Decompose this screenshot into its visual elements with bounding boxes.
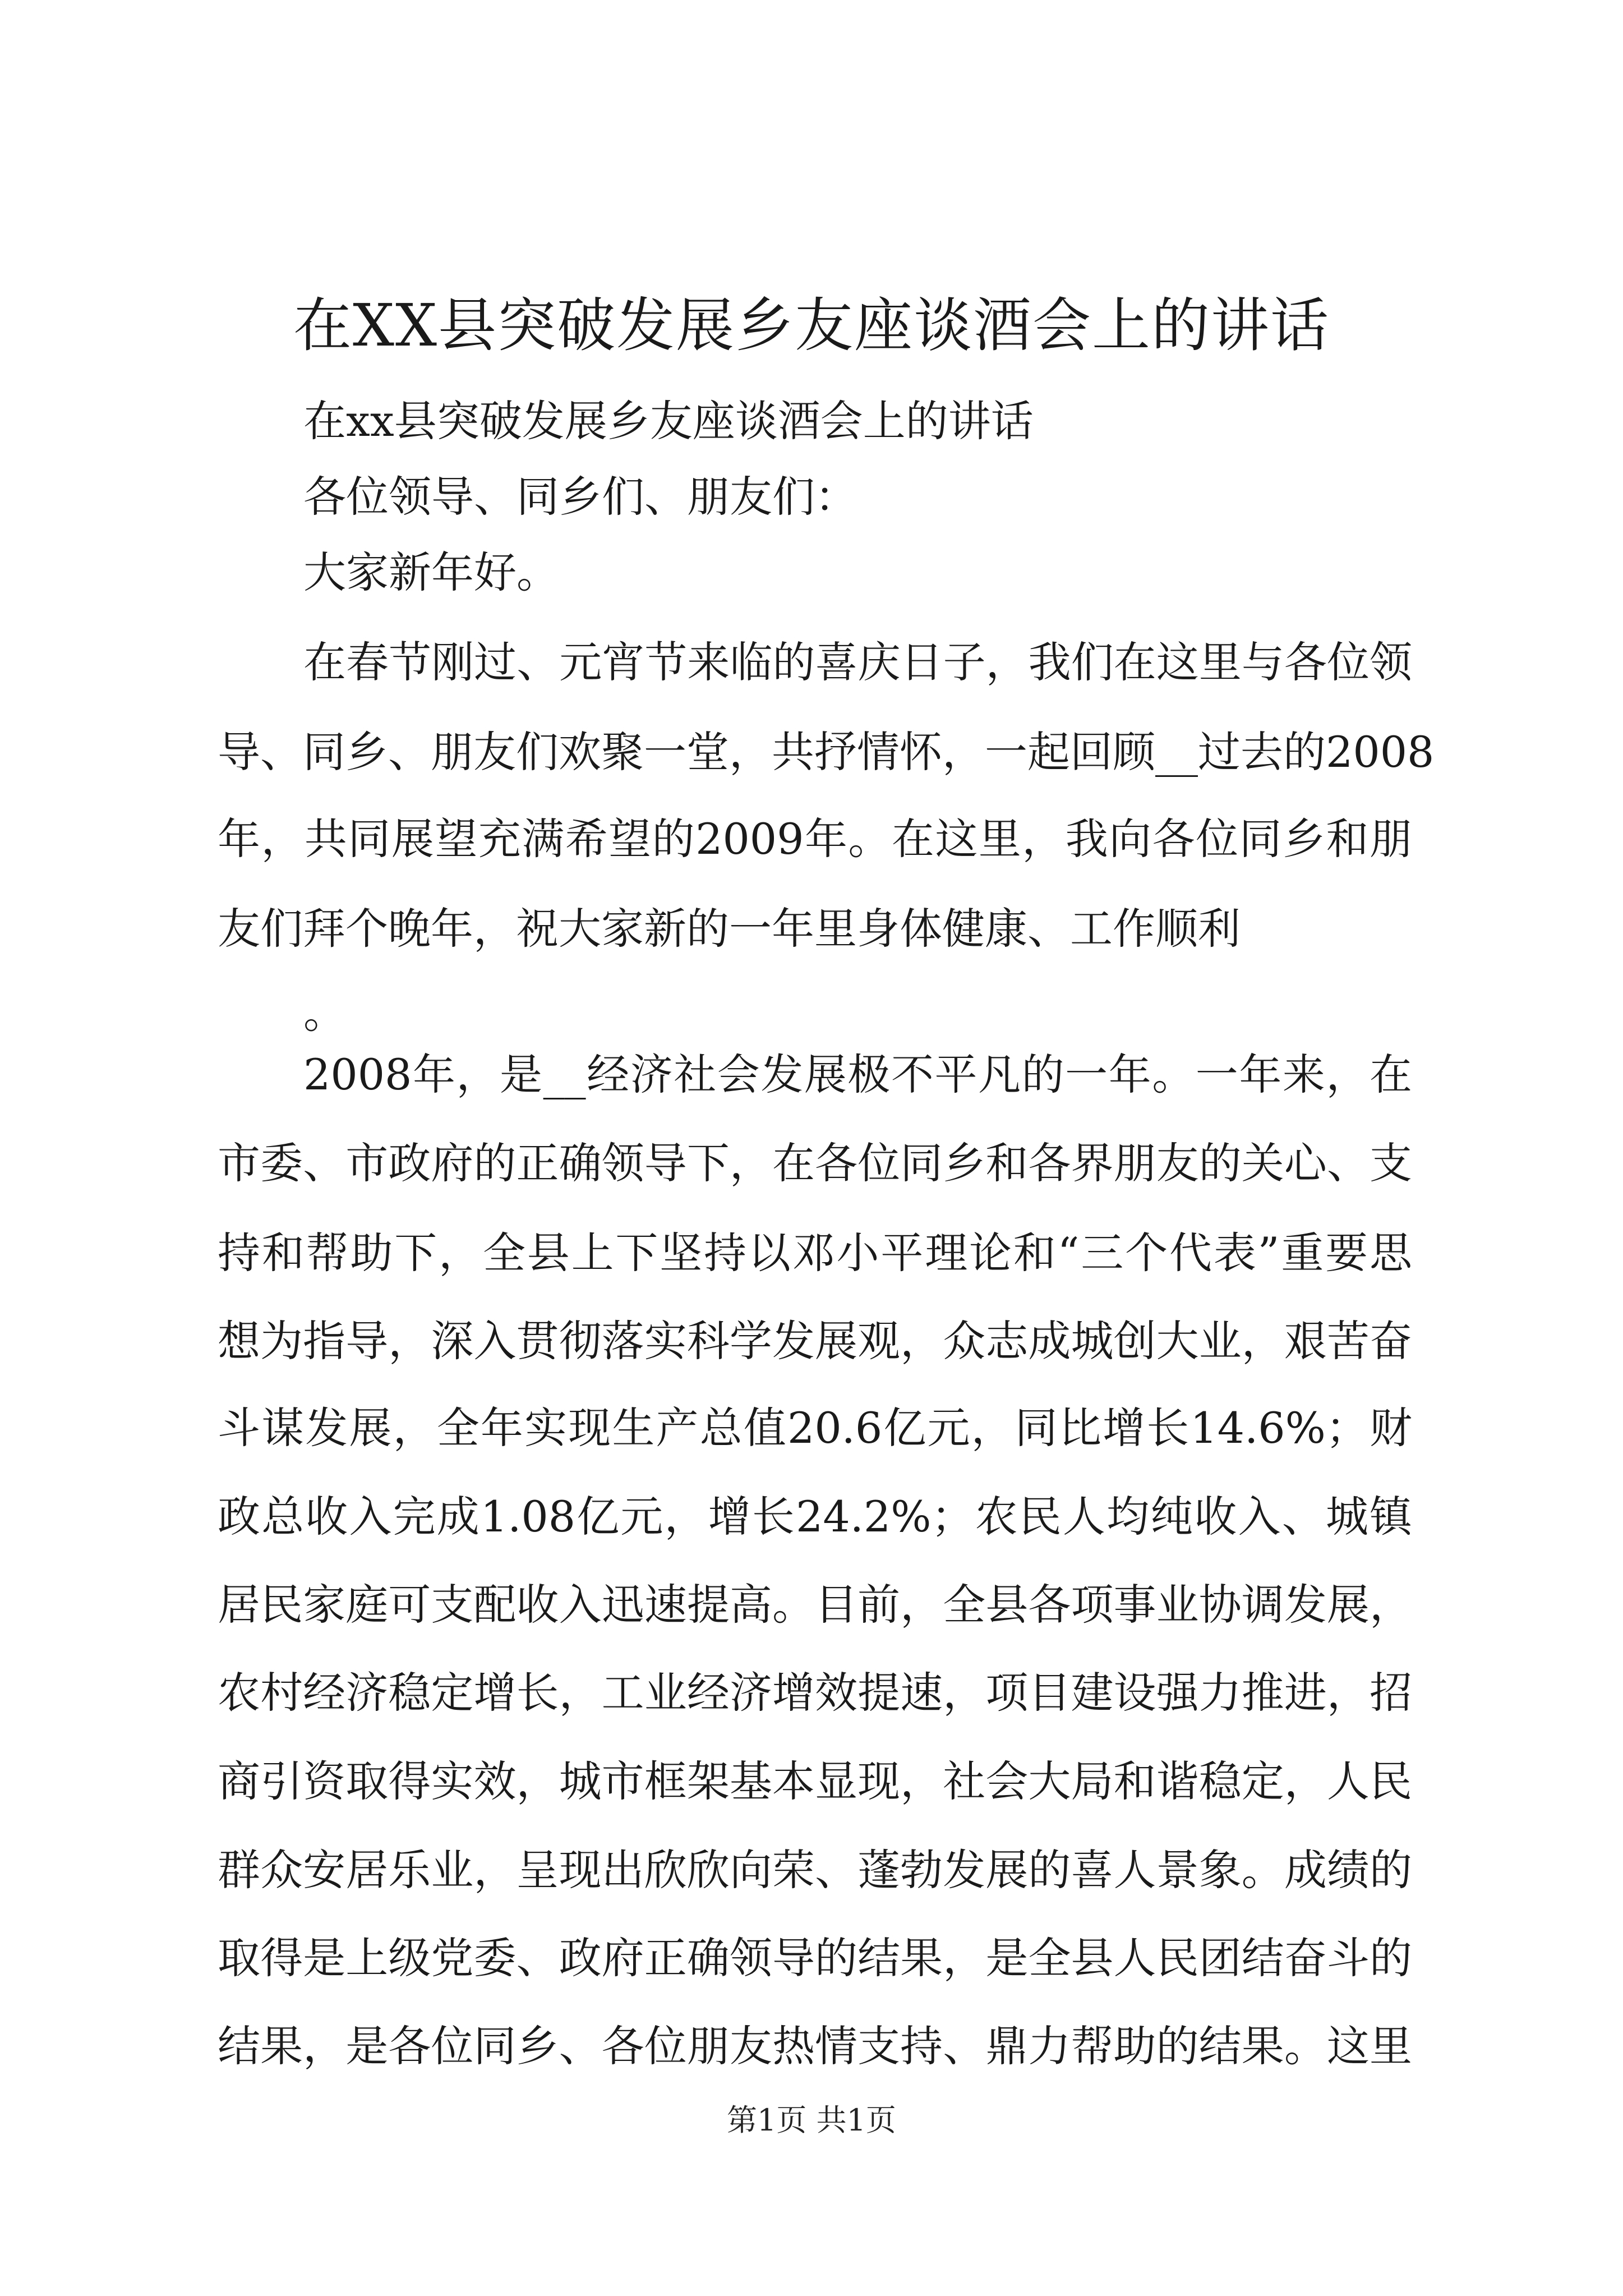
paragraph-line: 2008年，是__经济社会发展极不平凡的一年。一年来，在 [303,1050,1412,1099]
subtitle-line: 在xx县突破发展乡友座谈酒会上的讲话 [303,396,1034,446]
paragraph-line: 想为指导，深入贯彻落实科学发展观，众志成城创大业，艰苦奋 [218,1316,1412,1366]
paragraph-line: 持和帮助下，全县上下坚持以邓小平理论和“三个代表”重要思 [218,1228,1412,1278]
paragraph-line: 结果，是各位同乡、各位朋友热情支持、鼎力帮助的结果。这里 [218,2021,1412,2071]
paragraph-line: 群众安居乐业，呈现出欣欣向荣、蓬勃发展的喜人景象。成绩的 [218,1845,1412,1895]
paragraph-line: 农村经济稳定增长，工业经济增效提速，项目建设强力推进，招 [218,1668,1412,1718]
paragraph-line: 取得是上级党委、政府正确领导的结果，是全县人民团结奋斗的 [218,1933,1412,1983]
paragraph-line: 政总收入完成1.08亿元，增长24.2%；农民人均纯收入、城镇 [218,1492,1412,1542]
paragraph-line: 。 [303,988,346,1038]
document-title: 在XX县突破发展乡友座谈酒会上的讲话 [293,291,1330,360]
paragraph-line: 居民家庭可支配收入迅速提高。目前，全县各项事业协调发展， [218,1580,1412,1630]
paragraph-line: 年，共同展望充满希望的2009年。在这里，我向各位同乡和朋 [218,814,1412,864]
paragraph-line: 在春节刚过、元宵节来临的喜庆日子，我们在这里与各位领 [303,637,1412,687]
greeting-line: 大家新年好。 [303,547,559,597]
paragraph-line: 斗谋发展，全年实现生产总值20.6亿元，同比增长14.6%；财 [218,1403,1412,1453]
paragraph-line: 导、同乡、朋友们欢聚一堂，共抒情怀，一起回顾__过去的2008 [218,727,1435,777]
page-footer: 第1页 共1页 [727,2102,896,2138]
paragraph-line: 友们拜个晚年，祝大家新的一年里身体健康、工作顺利 [218,904,1241,954]
salutation-line: 各位领导、同乡们、朋友们： [303,472,857,522]
paragraph-line: 市委、市政府的正确领导下，在各位同乡和各界朋友的关心、支 [218,1138,1412,1188]
paragraph-line: 商引资取得实效，城市框架基本显现，社会大局和谐稳定，人民 [218,1756,1412,1806]
